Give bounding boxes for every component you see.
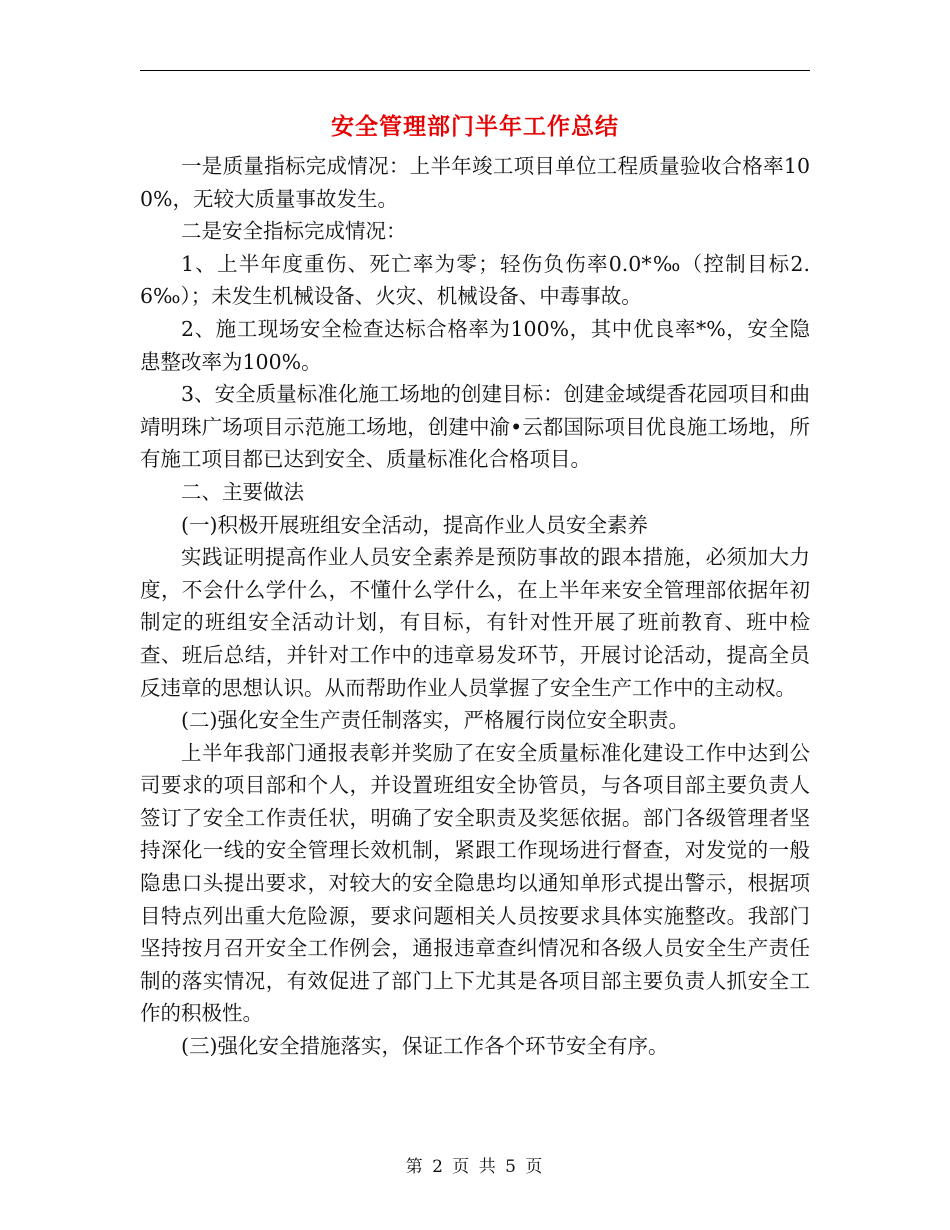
subheading-responsibility: (二)强化安全生产责任制落实，严格履行岗位安全职责。 bbox=[181, 708, 689, 733]
document-title: 安全管理部门半年工作总结 bbox=[331, 113, 619, 140]
subheading-safety-measures: (三)强化安全措施落实，保证工作各个环节安全有序。 bbox=[181, 1034, 669, 1059]
paragraph-responsibility: 上半年我部门通报表彰并奖励了在安全质量标准化建设工作中达到公司要求的项目部和个人，并设置班组安全协管员，与各项目部主要负责人签订了安全工作责任状，明确了安全职责及奖惩依据。部门各级管理者坚持深化一线的安全管理长效机制，紧跟工作现场进行督查，对发觉的一般隐患口头提出要求，对较大的安全隐患均以通知单形式提出警示，根据项目特点列出重大危险源，要求问题相关人员按要求具体实施整改。我部门坚持按月召开安全工作例会，通报违章查纠情况和各级人员安全生产责任制的落实情况，有效促进了部门上下尤其是各项目部主要负责人抓安全工作的积极性。 bbox=[140, 740, 810, 1026]
paragraph-standardization-goal: 3、安全质量标准化施工场地的创建目标：创建金域缇香花园项目和曲靖明珠广场项目示范施工场地，创建中渝•云都国际项目优良施工场地，所有施工项目都已达到安全、质量标准化合格项目。 bbox=[140, 382, 810, 472]
paragraph-inspection-rate: 2、施工现场安全检查达标合格率为100%，其中优良率*%，安全隐患整改率为100%。 bbox=[140, 316, 810, 374]
paragraph-injury-rate: 1、上半年度重伤、死亡率为零；轻伤负伤率0.0*‰（控制目标2.6‰）；未发生机械设备、火灾、机械设备、中毒事故。 bbox=[140, 251, 810, 309]
section-heading-main-practices: 二、主要做法 bbox=[181, 479, 304, 504]
subheading-team-activities: (一)积极开展班组安全活动，提高作业人员安全素养 bbox=[181, 512, 648, 537]
paragraph-quality-target: 一是质量指标完成情况：上半年竣工项目单位工程质量验收合格率100%，无较大质量事故发生。 bbox=[140, 154, 810, 211]
paragraph-safety-target-heading: 二是安全指标完成情况： bbox=[181, 219, 407, 244]
paragraph-team-activities: 实践证明提高作业人员安全素养是预防事故的跟本措施，必须加大力度，不会什么学什么，不懂什么学什么，在上半年来安全管理部依据年初制定的班组安全活动计划，有目标，有针对性开展了班前教育、班中检查、班后总结，并针对工作中的违章易发环节，开展讨论活动，提高全员反违章的思想认识。从而帮助作业人员掌握了安全生产工作中的主动权。 bbox=[140, 545, 810, 700]
header-rule bbox=[140, 70, 810, 71]
document-body bbox=[140, 150, 810, 1063]
page-footer: 第 2 页 共 5 页 bbox=[405, 1157, 545, 1177]
